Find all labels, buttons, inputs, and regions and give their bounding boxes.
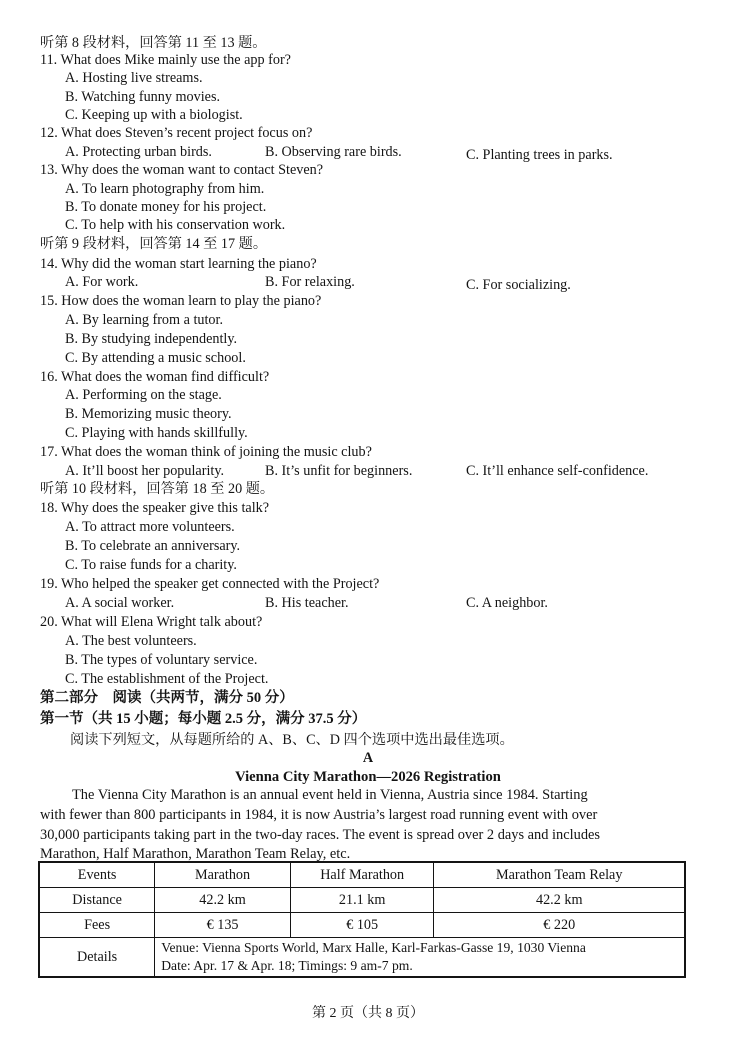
- option: C. Keeping up with a biologist.: [65, 107, 243, 123]
- passage-line: The Vienna City Marathon is an annual event held in Vienna, Austria since 1984. Starting: [72, 787, 588, 803]
- section-title: 第一节（共 15 小题；每小题 2.5 分，满分 37.5 分）: [40, 711, 367, 727]
- option: A. For work.: [65, 274, 139, 290]
- table-row: [39, 913, 685, 938]
- table-cell: Half Marathon: [290, 862, 434, 888]
- question-stem: 16. What does the woman find difficult?: [40, 369, 270, 385]
- option: C. It’ll enhance self-confidence.: [466, 463, 649, 479]
- table-cell: Events: [39, 862, 155, 888]
- option: B. For relaxing.: [265, 274, 355, 290]
- question-stem: 20. What will Elena Wright talk about?: [40, 614, 263, 630]
- table-cell: 42.2 km: [155, 888, 291, 913]
- table-cell: € 220: [434, 913, 685, 938]
- table-row: [39, 938, 685, 978]
- option: C. The establishment of the Project.: [65, 671, 269, 687]
- details-cell: [155, 938, 685, 978]
- option: C. For socializing.: [466, 277, 571, 293]
- details-venue: Venue: Vienna Sports World, Marx Halle, Karl-Farkas-Gasse 19, 1030 Vienna: [161, 940, 586, 955]
- instruction: 阅读下列短文，从每题所给的 A、B、C、D 四个选项中选出最佳选项。: [70, 732, 514, 748]
- marathon-table: [38, 861, 686, 978]
- option: A. Protecting urban birds.: [65, 144, 212, 160]
- details-date: Date: Apr. 17 & Apr. 18; Timings: 9 am-7 pm.: [161, 958, 413, 973]
- table-cell: Fees: [39, 913, 155, 938]
- table-cell: 42.2 km: [434, 888, 685, 913]
- question-stem: 18. Why does the speaker give this talk?: [40, 500, 270, 516]
- option: A. A social worker.: [65, 595, 175, 611]
- table-cell: Distance: [39, 888, 155, 913]
- option: C. By attending a music school.: [65, 350, 246, 366]
- option: B. To donate money for his project.: [65, 199, 267, 215]
- option: A. The best volunteers.: [65, 633, 197, 649]
- question-stem: 12. What does Steven’s recent project focus on?: [40, 125, 313, 141]
- passage-letter: A: [362, 750, 374, 766]
- part-title: 第二部分 阅读（共两节，满分 50 分）: [40, 690, 294, 706]
- option: C. Playing with hands skillfully.: [65, 425, 248, 441]
- option: B. By studying independently.: [65, 331, 238, 347]
- table-cell: 21.1 km: [290, 888, 434, 913]
- option: B. The types of voluntary service.: [65, 652, 258, 668]
- option: C. To raise funds for a charity.: [65, 557, 237, 573]
- table-cell: Marathon Team Relay: [434, 862, 685, 888]
- section-heading: 听第 10 段材料，回答第 18 至 20 题。: [40, 481, 275, 497]
- section-heading: 听第 8 段材料，回答第 11 至 13 题。: [40, 35, 267, 51]
- option: B. Watching funny movies.: [65, 89, 221, 105]
- passage-title: Vienna City Marathon—2026 Registration: [235, 769, 501, 785]
- page-footer: 第 2 页（共 8 页）: [312, 1006, 424, 1021]
- option: A. To learn photography from him.: [65, 181, 265, 197]
- option: A. Hosting live streams.: [65, 70, 203, 86]
- passage-line: Marathon, Half Marathon, Marathon Team Relay, etc.: [40, 846, 351, 862]
- question-stem: 15. How does the woman learn to play the piano?: [40, 293, 322, 309]
- table-row: [39, 862, 685, 888]
- option: B. To celebrate an anniversary.: [65, 538, 241, 554]
- option: A. By learning from a tutor.: [65, 312, 224, 328]
- passage-line: with fewer than 800 participants in 1984, it is now Austria’s largest road running event with over: [40, 807, 598, 823]
- option: B. It’s unfit for beginners.: [265, 463, 413, 479]
- question-stem: 13. Why does the woman want to contact Steven?: [40, 162, 324, 178]
- option: A. Performing on the stage.: [65, 387, 222, 403]
- option: C. Planting trees in parks.: [466, 147, 613, 163]
- option: C. A neighbor.: [466, 595, 548, 611]
- question-stem: 14. Why did the woman start learning the piano?: [40, 256, 317, 272]
- option: C. To help with his conservation work.: [65, 217, 286, 233]
- option: B. His teacher.: [265, 595, 349, 611]
- option: A. It’ll boost her popularity.: [65, 463, 225, 479]
- section-heading: 听第 9 段材料，回答第 14 至 17 题。: [40, 236, 268, 252]
- table-cell: € 105: [290, 913, 434, 938]
- question-stem: 19. Who helped the speaker get connected with the Project?: [40, 576, 380, 592]
- question-stem: 17. What does the woman think of joining the music club?: [40, 444, 372, 460]
- table-cell: € 135: [155, 913, 291, 938]
- table-cell: Details: [39, 938, 155, 978]
- table-cell: Marathon: [155, 862, 291, 888]
- table-row: [39, 888, 685, 913]
- option: A. To attract more volunteers.: [65, 519, 235, 535]
- option: B. Memorizing music theory.: [65, 406, 232, 422]
- question-stem: 11. What does Mike mainly use the app for?: [40, 52, 291, 68]
- option: B. Observing rare birds.: [265, 144, 402, 160]
- passage-line: 30,000 participants taking part in the two-day races. The event is spread over 2 days and includes: [40, 827, 601, 843]
